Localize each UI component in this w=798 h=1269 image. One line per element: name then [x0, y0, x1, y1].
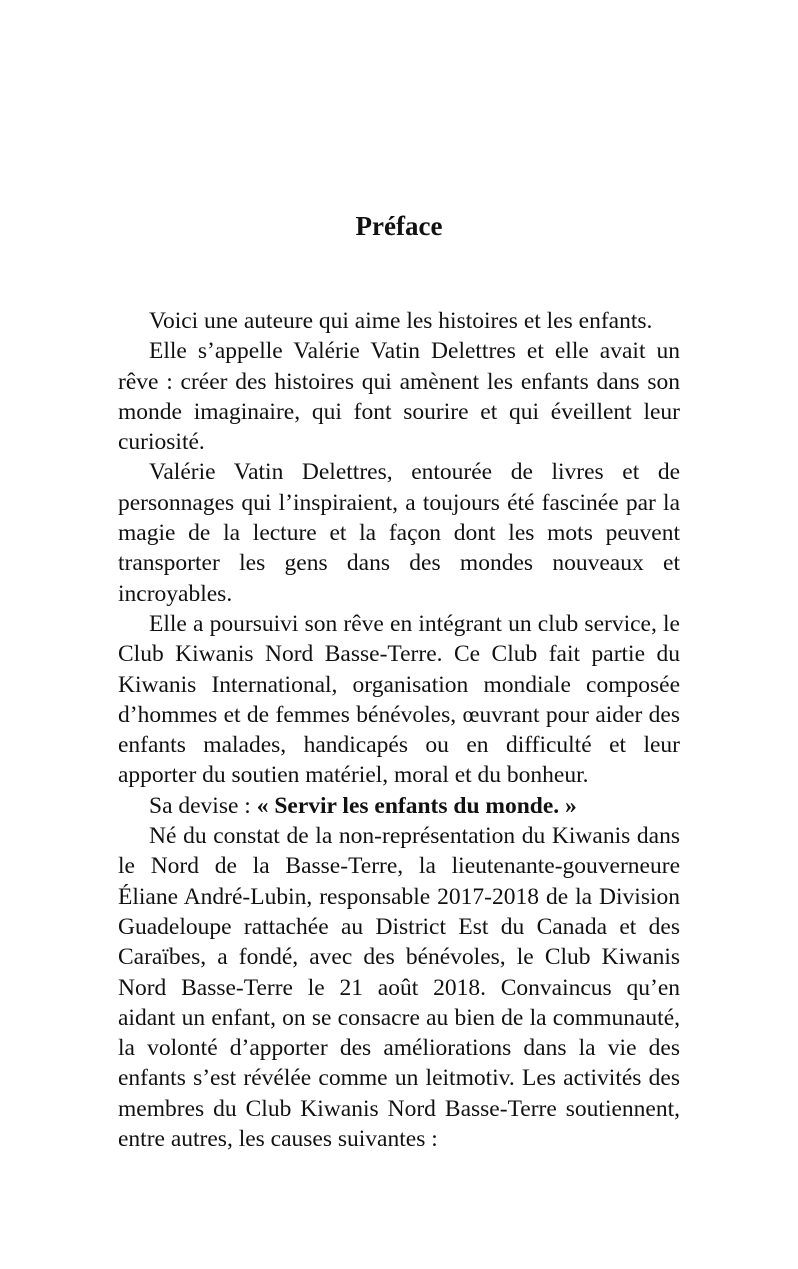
paragraph-dream: Elle s’appelle Valérie Vatin Delettres et elle avait un rêve : créer des histoires qui amènent les enfants dans son monde imaginaire, qui font sourire et qui éveillent leur curiosité. — [118, 338, 680, 456]
paragraph-history: Né du constat de la non-représentation du Kiwanis dans le Nord de la Basse-Terre, la lieutenante-gouverneure Éliane André-Lubin, responsable 2017-2018 de la Division Guadeloupe rattachée au District Est du Canada et des Caraïbes, a fondé, avec des bénévoles, le Club Kiwanis Nord Basse-Terre le 21 août 2018. Convaincus qu’en aidant un enfant, on se consacre au bien de la communauté, la volonté d’apporter des améliorations dans la vie des enfants s’est révélée comme un leitmotiv. Les activités des membres du Club Kiwanis Nord Basse-Terre soutiennent, entre autres, les causes suivantes : — [118, 823, 680, 1153]
motto-text: « Servir les enfants du monde. » — [256, 792, 577, 819]
paragraph-fascination: Valérie Vatin Delettres, entourée de livres et de personnages qui l’inspiraient, a toujours été fascinée par la magie de la lecture et la façon dont les mots peuvent transporter les gens dans des mondes nouveaux et incroyables. — [118, 459, 680, 607]
motto-prefix: Sa devise : — [149, 792, 257, 819]
paragraph-club: Elle a poursuivi son rêve en intégrant un club service, le Club Kiwanis Nord Basse-Terre. Ce Club fait partie du Kiwanis International, organisation mondiale composée d’hommes et de femmes bénévoles, œuvrant pour aider des enfants malades, handicapés ou en difficulté et leur apporter du soutien matériel, moral et du bonheur. — [118, 610, 680, 789]
preface-body — [118, 306, 680, 1154]
paragraph-motto — [118, 791, 680, 821]
paragraph-intro: Voici une auteure qui aime les histoires et les enfants. — [149, 308, 653, 334]
page-title: Préface — [355, 211, 443, 241]
